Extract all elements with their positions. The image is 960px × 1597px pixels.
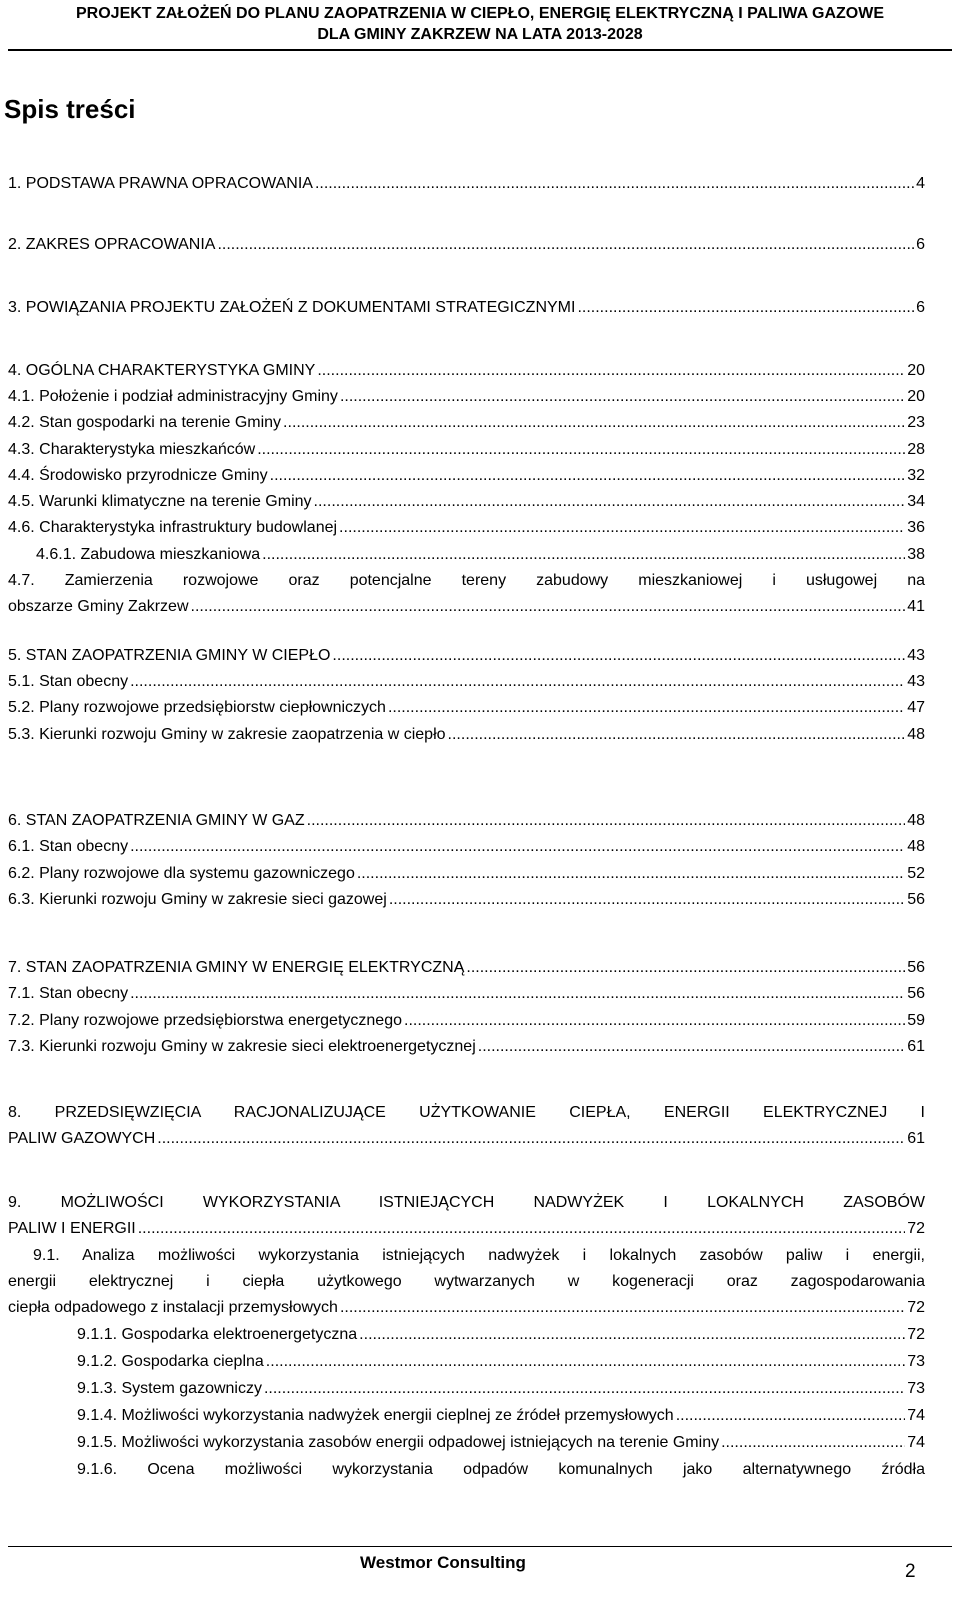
toc-leader-dots (317, 358, 905, 384)
toc-entry-title: ciepła odpadowego z instalacji przemysłowych (8, 1299, 338, 1316)
toc-leader-dots (388, 695, 905, 721)
toc-entry[interactable] (8, 695, 925, 721)
toc-leader-dots (340, 384, 905, 410)
toc-title: Spis treści (4, 94, 136, 124)
toc-entry-title: 9.1.6. Ocena możliwości wykorzystania odpadów komunalnych jako alternatywnego źródła (77, 1461, 925, 1478)
toc-entry[interactable] (8, 410, 925, 436)
toc-leader-dots (389, 887, 905, 913)
toc-page-number: 72 (907, 1326, 925, 1343)
toc-entry-title: 4.6. Charakterystyka infrastruktury budowlanej (8, 519, 338, 536)
toc-entry[interactable] (8, 358, 925, 384)
toc-entry-title: 8. PRZEDSIĘWZIĘCIA RACJONALIZUJĄCE UŻYTKOWANIE CIEPŁA, ENERGII ELEKTRYCZNEJ I (8, 1104, 925, 1121)
toc-leader-dots (157, 1126, 905, 1152)
toc-entry-title: 4.7. Zamierzenia rozwojowe oraz potencjalne tereny zabudowy mieszkaniowej i usługowej na (8, 572, 925, 589)
toc-leader-dots (357, 861, 905, 887)
toc-page-number: 73 (907, 1353, 925, 1370)
toc-entry-title: obszarze Gminy Zakrzew (8, 598, 189, 615)
toc-entry-title: 7. STAN ZAOPATRZENIA GMINY W ENERGIĘ ELEKTRYCZNĄ (8, 959, 465, 976)
toc-entry[interactable] (8, 1190, 925, 1242)
toc-entry-title: 6.3. Kierunki rozwoju Gminy w zakresie sieci gazowej (8, 891, 387, 908)
toc-page-number: 56 (907, 959, 925, 976)
toc-page-number: 72 (907, 1220, 925, 1237)
toc-entry[interactable] (8, 463, 925, 489)
toc-entry-title: PALIW I ENERGII (8, 1220, 136, 1237)
toc-entry[interactable] (8, 722, 925, 748)
toc-entry-title: 7.3. Kierunki rozwoju Gminy w zakresie sieci elektroenergetycznej (8, 1038, 476, 1055)
toc-entry-title: 5.3. Kierunki rozwoju Gminy w zakresie zaopatrzenia w ciepło (8, 726, 446, 743)
toc-leader-dots (314, 489, 906, 515)
footer-divider (8, 1546, 952, 1547)
toc-leader-dots (332, 643, 905, 669)
toc-entry-title: 9.1. Analiza możliwości wykorzystania istniejących nadwyżek i lokalnych zasobów paliw i energii, (33, 1247, 925, 1264)
toc-entry[interactable] (8, 1243, 925, 1321)
toc-leader-dots (283, 410, 905, 436)
toc-leader-dots (130, 981, 905, 1007)
toc-entry[interactable] (8, 955, 925, 981)
toc-entry-title: 4.2. Stan gospodarki na terenie Gminy (8, 414, 282, 431)
toc-leader-dots (217, 232, 914, 258)
toc-entry-title: 4.1. Położenie i podział administracyjny Gminy (8, 388, 338, 405)
toc-entry[interactable] (8, 669, 925, 695)
toc-entry-title: 9.1.4. Możliwości wykorzystania nadwyżek energii cieplnej ze źródeł przemysłowych (77, 1407, 674, 1424)
toc-page-number: 48 (907, 726, 925, 743)
header-divider (8, 49, 952, 51)
toc-page-number: 47 (907, 699, 925, 716)
toc-entry-title: 4. OGÓLNA CHARAKTERYSTYKA GMINY (8, 362, 316, 379)
toc-entry[interactable] (8, 232, 925, 258)
toc-entry-title: 9.1.2. Gospodarka cieplna (77, 1353, 264, 1370)
toc-entry[interactable] (8, 1100, 925, 1152)
toc-leader-dots (721, 1430, 905, 1456)
toc-page-number: 43 (907, 647, 925, 664)
toc-entry[interactable] (8, 437, 925, 463)
toc-leader-dots (307, 808, 906, 834)
toc-page-number: 38 (907, 546, 925, 563)
toc-entry[interactable] (77, 1430, 925, 1456)
toc-page-number: 72 (907, 1299, 925, 1316)
toc-leader-dots (676, 1403, 906, 1429)
toc-entry-title: 5. STAN ZAOPATRZENIA GMINY W CIEPŁO (8, 647, 331, 664)
toc-leader-dots (577, 295, 914, 321)
toc-leader-dots (191, 594, 906, 620)
toc-leader-dots (404, 1008, 905, 1034)
toc-page-number: 61 (907, 1038, 925, 1055)
toc-leader-dots (130, 834, 905, 860)
toc-page-number: 61 (907, 1130, 925, 1147)
toc-page-number: 48 (907, 838, 925, 855)
toc-page-number: 32 (907, 467, 925, 484)
toc-entry-title: 5.1. Stan obecny (8, 673, 129, 690)
toc-page-number: 20 (907, 388, 925, 405)
toc-entry-title: 1. PODSTAWA PRAWNA OPRACOWANIA (8, 175, 313, 192)
toc-entry[interactable] (8, 295, 925, 321)
toc-leader-dots (340, 1295, 905, 1321)
toc-entry[interactable] (8, 568, 925, 620)
toc-entry[interactable] (77, 1403, 925, 1429)
toc-page-number: 59 (907, 1012, 925, 1029)
toc-entry-title: 4.5. Warunki klimatyczne na terenie Gminy (8, 493, 312, 510)
toc-entry-title: 6.1. Stan obecny (8, 838, 129, 855)
toc-leader-dots (339, 515, 905, 541)
toc-entry[interactable] (8, 1008, 925, 1034)
toc-entry-title: 9.1.5. Możliwości wykorzystania zasobów energii odpadowej istniejących na terenie Gminy (77, 1434, 720, 1451)
toc-page-number: 20 (907, 362, 925, 379)
toc-page-number: 23 (907, 414, 925, 431)
toc-leader-dots (138, 1216, 905, 1242)
toc-entry[interactable] (8, 1034, 925, 1060)
toc-entry[interactable] (8, 861, 925, 887)
toc-entry-title: 9. MOŻLIWOŚCI WYKORZYSTANIA ISTNIEJĄCYCH NADWYŻEK I LOKALNYCH ZASOBÓW (8, 1194, 925, 1211)
toc-entry[interactable] (8, 834, 925, 860)
toc-entry[interactable] (8, 515, 925, 541)
toc-page-number: 56 (907, 985, 925, 1002)
toc-entry[interactable] (8, 171, 925, 197)
toc-entry-title: energii elektrycznej i ciepła użytkowego wytwarzanych w kogeneracji oraz zagospodarowania (8, 1273, 925, 1290)
toc-leader-dots (266, 1349, 905, 1375)
toc-page-number: 73 (907, 1380, 925, 1397)
toc-entry-title: PALIW GAZOWYCH (8, 1130, 156, 1147)
toc-entry-title: 6. STAN ZAOPATRZENIA GMINY W GAZ (8, 812, 305, 829)
toc-entry[interactable] (77, 1457, 925, 1483)
toc-entry[interactable] (8, 808, 925, 834)
toc-entry-title: 5.2. Plany rozwojowe przedsiębiorstw ciepłowniczych (8, 699, 386, 716)
toc-page-number: 56 (907, 891, 925, 908)
toc-leader-dots (130, 669, 905, 695)
toc-entry-title: 4.4. Środowisko przyrodnicze Gminy (8, 467, 268, 484)
toc-page-number: 74 (907, 1434, 925, 1451)
toc-leader-dots (466, 955, 905, 981)
toc-entry[interactable] (8, 981, 925, 1007)
toc-leader-dots (257, 437, 905, 463)
toc-page-number: 43 (907, 673, 925, 690)
header-line-1: PROJEKT ZAŁOŻEŃ DO PLANU ZAOPATRZENIA W CIEPŁO, ENERGIĘ ELEKTRYCZNĄ I PALIWA GAZOWE (76, 5, 884, 22)
toc-page-number: 4 (916, 175, 925, 192)
toc-leader-dots (359, 1322, 905, 1348)
toc-page-number: 6 (916, 299, 925, 316)
toc-entry[interactable] (8, 887, 925, 913)
toc-entry-title: 3. POWIĄZANIA PROJEKTU ZAŁOŻEŃ Z DOKUMENTAMI STRATEGICZNYMI (8, 299, 576, 316)
toc-entry-title: 7.1. Stan obecny (8, 985, 129, 1002)
footer-company: Westmor Consulting (360, 1553, 526, 1572)
footer-page-number: 2 (905, 1561, 916, 1582)
toc-entry[interactable] (77, 1349, 925, 1375)
toc-page-number: 48 (907, 812, 925, 829)
toc-entry[interactable] (77, 1376, 925, 1402)
toc-page-number: 36 (907, 519, 925, 536)
toc-leader-dots (270, 463, 906, 489)
toc-page-number: 6 (916, 236, 925, 253)
toc-entry-title: 4.3. Charakterystyka mieszkańców (8, 441, 256, 458)
toc-entry[interactable] (36, 542, 925, 568)
toc-page-number: 52 (907, 865, 925, 882)
toc-page-number: 41 (907, 598, 925, 615)
toc-leader-dots (315, 171, 914, 197)
toc-entry-title: 2. ZAKRES OPRACOWANIA (8, 236, 216, 253)
toc-leader-dots (262, 542, 905, 568)
header-line-2: DLA GMINY ZAKRZEW NA LATA 2013-2028 (317, 26, 643, 43)
toc-entry[interactable] (8, 489, 925, 515)
toc-entry-title: 7.2. Plany rozwojowe przedsiębiorstwa energetycznego (8, 1012, 402, 1029)
toc-entry[interactable] (8, 643, 925, 669)
toc-leader-dots (448, 722, 906, 748)
toc-page-number: 34 (907, 493, 925, 510)
toc-entry-title: 4.6.1. Zabudowa mieszkaniowa (36, 546, 261, 563)
toc-entry-title: 6.2. Plany rozwojowe dla systemu gazowniczego (8, 865, 355, 882)
toc-entry[interactable] (77, 1322, 925, 1348)
toc-leader-dots (264, 1376, 905, 1402)
toc-leader-dots (478, 1034, 905, 1060)
toc-page-number: 28 (907, 441, 925, 458)
toc-entry[interactable] (8, 384, 925, 410)
toc-entry-title: 9.1.3. System gazowniczy (77, 1380, 262, 1397)
toc-page-number: 74 (907, 1407, 925, 1424)
toc-entry-title: 9.1.1. Gospodarka elektroenergetyczna (77, 1326, 358, 1343)
